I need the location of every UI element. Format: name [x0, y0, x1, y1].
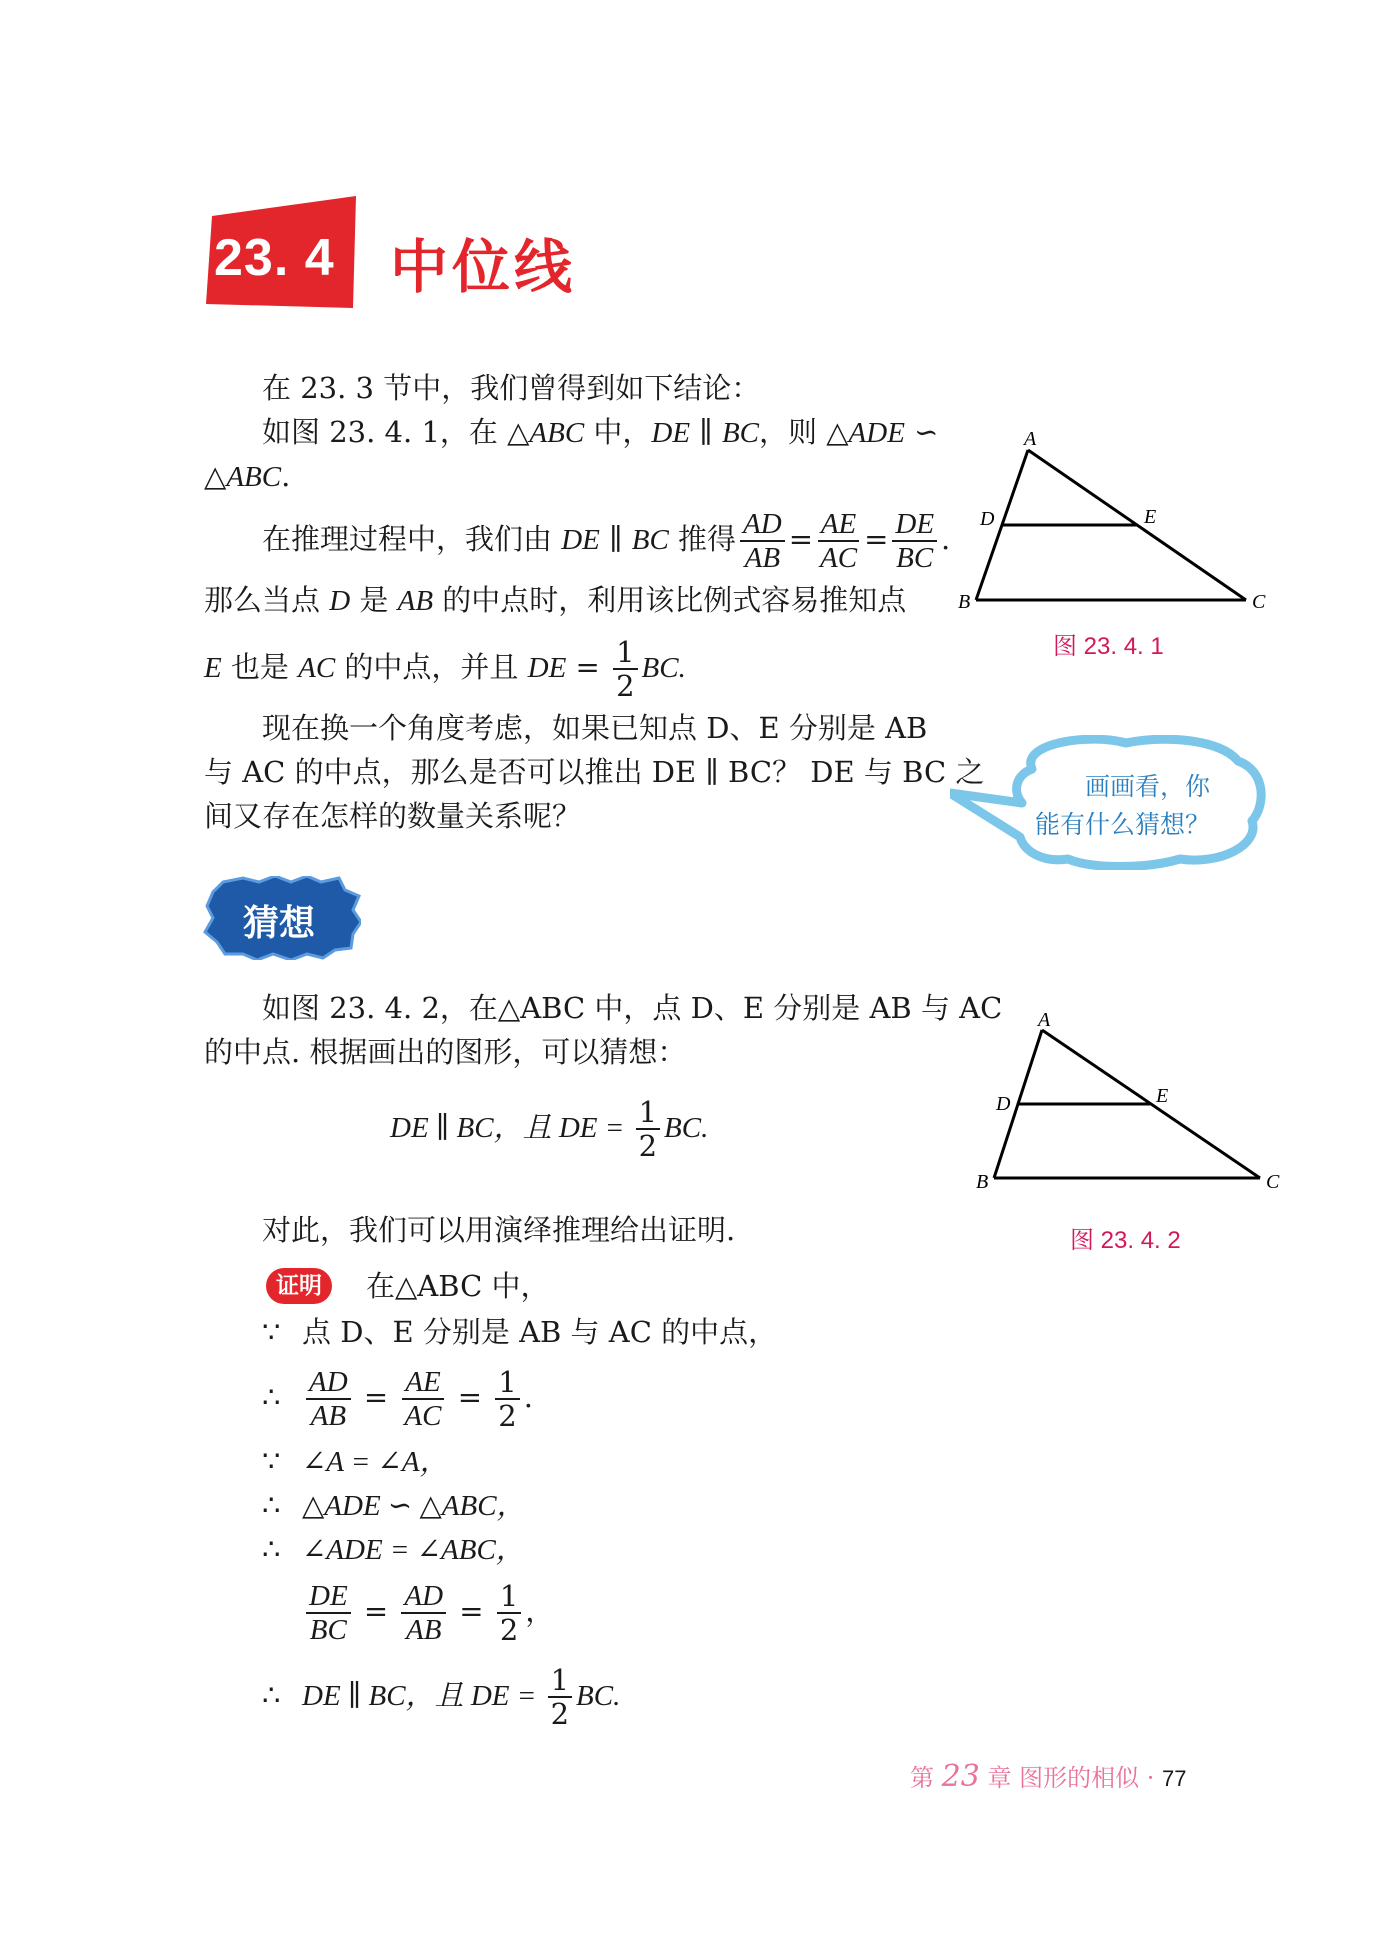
figure-23-4-1 — [950, 425, 1270, 615]
proof-line-3: ∵ ∠A = ∠A， — [262, 1444, 449, 1478]
proof-line-4: ∴ △ADE ∽ △ABC， — [262, 1488, 526, 1522]
conjecture-formula: DE ∥ BC，且 DE = $\frac{1}{2}$ BC. — [390, 1095, 709, 1163]
bubble-text-2: 能有什么猜想？ — [1035, 810, 1211, 839]
section-title: 中位线 — [390, 235, 577, 300]
label-a-2: A — [1038, 1010, 1051, 1031]
label-a-1: A — [1024, 428, 1037, 450]
figure-1-caption: 图 23. 4. 1 — [1053, 633, 1164, 660]
fraction-one-half-2: $\frac{1}{2}$ — [636, 1096, 660, 1162]
label-c-1: C — [1252, 591, 1266, 613]
label-c-2: C — [1266, 1171, 1280, 1193]
label-e-2: E — [1156, 1085, 1169, 1107]
proof-line-0: 在△ABC 中， — [366, 1269, 550, 1303]
label-b-1: B — [958, 591, 971, 613]
fraction-half-proof-1: $\frac{1}{2}$ — [495, 1366, 519, 1432]
proof-line-6: $\frac{DE}{BC}$ = $\frac{AD}{AB}$ = $\frac{1}{2}$ ， — [302, 1574, 554, 1648]
intro-line-4: 在推理过程中，我们由 DE ∥ BC 推得 $\frac{AD}{AB}$ = $\frac{AE}{AC}$ = $\frac{DE}{BC}$ . — [262, 508, 951, 574]
intro-line-1: 在 23. 3 节中，我们曾得到如下结论： — [262, 371, 761, 405]
triangle-abc-1 — [976, 450, 1246, 600]
figure-2-caption: 图 23. 4. 2 — [1070, 1227, 1181, 1254]
fraction-one-half: $\frac{1}{2}$ — [613, 636, 637, 702]
figure-23-4-2 — [960, 1010, 1280, 1200]
proof-line-2: ∴ $\frac{AD}{AB}$ = $\frac{AE}{AC}$ = $\frac{1}{2}$ . — [262, 1365, 533, 1433]
proof-line-5: ∴ ∠ADE = ∠ABC， — [262, 1532, 525, 1566]
proof-line-7: ∴ DE ∥ BC，且 DE = $\frac{1}{2}$ BC. — [262, 1663, 621, 1731]
intro-line-3: △ABC. — [204, 459, 291, 493]
chapter-number: 23 — [941, 1759, 980, 1794]
triangle-abc-2 — [994, 1030, 1260, 1178]
section-number: 23. 4 — [214, 229, 335, 287]
bubble-text-1: 画画看，你 — [1085, 772, 1211, 801]
intro-line-2: 如图 23. 4. 1，在 △ABC 中，DE ∥ BC，则 △ADE ∽ — [262, 415, 939, 449]
intro-line-5: 那么当点 D 是 AB 的中点时，利用该比例式容易推知点 — [204, 583, 907, 617]
chapter-title: 章 图形的相似 · — [979, 1764, 1155, 1792]
guess-label: 猜想 — [243, 902, 316, 944]
fraction-ad-ab-proof-2: $\frac{AD}{AB}$ — [401, 1580, 446, 1646]
conjecture-line-1: 如图 23. 4. 2，在△ABC 中，点 D、E 分别是 AB 与 AC — [262, 991, 1003, 1025]
fraction-half-proof-3: $\frac{1}{2}$ — [548, 1664, 572, 1730]
fraction-de-bc-proof: $\frac{DE}{BC}$ — [306, 1580, 351, 1646]
label-b-2: B — [976, 1171, 989, 1193]
intro-line-9: 间又存在怎样的数量关系呢？ — [204, 799, 582, 833]
intro-line-8: 与 AC 的中点，那么是否可以推出 DE ∥ BC？ DE 与 BC 之 — [204, 755, 985, 789]
chapter-prefix: 第 — [910, 1764, 942, 1792]
page-number: 77 — [1161, 1766, 1187, 1791]
fraction-ad-ab: $\frac{AD}{AB}$ — [740, 508, 785, 574]
intro-line-7: 现在换一个角度考虑，如果已知点 D、E 分别是 AB — [262, 711, 928, 745]
page-footer — [910, 1758, 1186, 1794]
label-d-2: D — [996, 1093, 1011, 1115]
fraction-ae-ac-proof: $\frac{AE}{AC}$ — [401, 1366, 444, 1432]
label-e-1: E — [1144, 506, 1157, 528]
proof-badge: 证明 — [266, 1268, 332, 1304]
proof-line-1: ∵ 点 D、E 分别是 AB 与 AC 的中点， — [262, 1315, 778, 1349]
fraction-half-proof-2: $\frac{1}{2}$ — [497, 1580, 521, 1646]
label-d-1: D — [980, 508, 995, 530]
conjecture-line-3: 对此，我们可以用演绎推理给出证明. — [262, 1213, 736, 1247]
fraction-de-bc: $\frac{DE}{BC}$ — [892, 508, 937, 574]
fraction-ad-ab-proof: $\frac{AD}{AB}$ — [306, 1366, 351, 1432]
conjecture-line-2: 的中点. 根据画出的图形，可以猜想： — [204, 1035, 687, 1069]
fraction-ae-ac: $\frac{AE}{AC}$ — [817, 508, 860, 574]
intro-line-6: E 也是 AC 的中点，并且 DE = $\frac{1}{2}$ BC. — [204, 635, 686, 703]
